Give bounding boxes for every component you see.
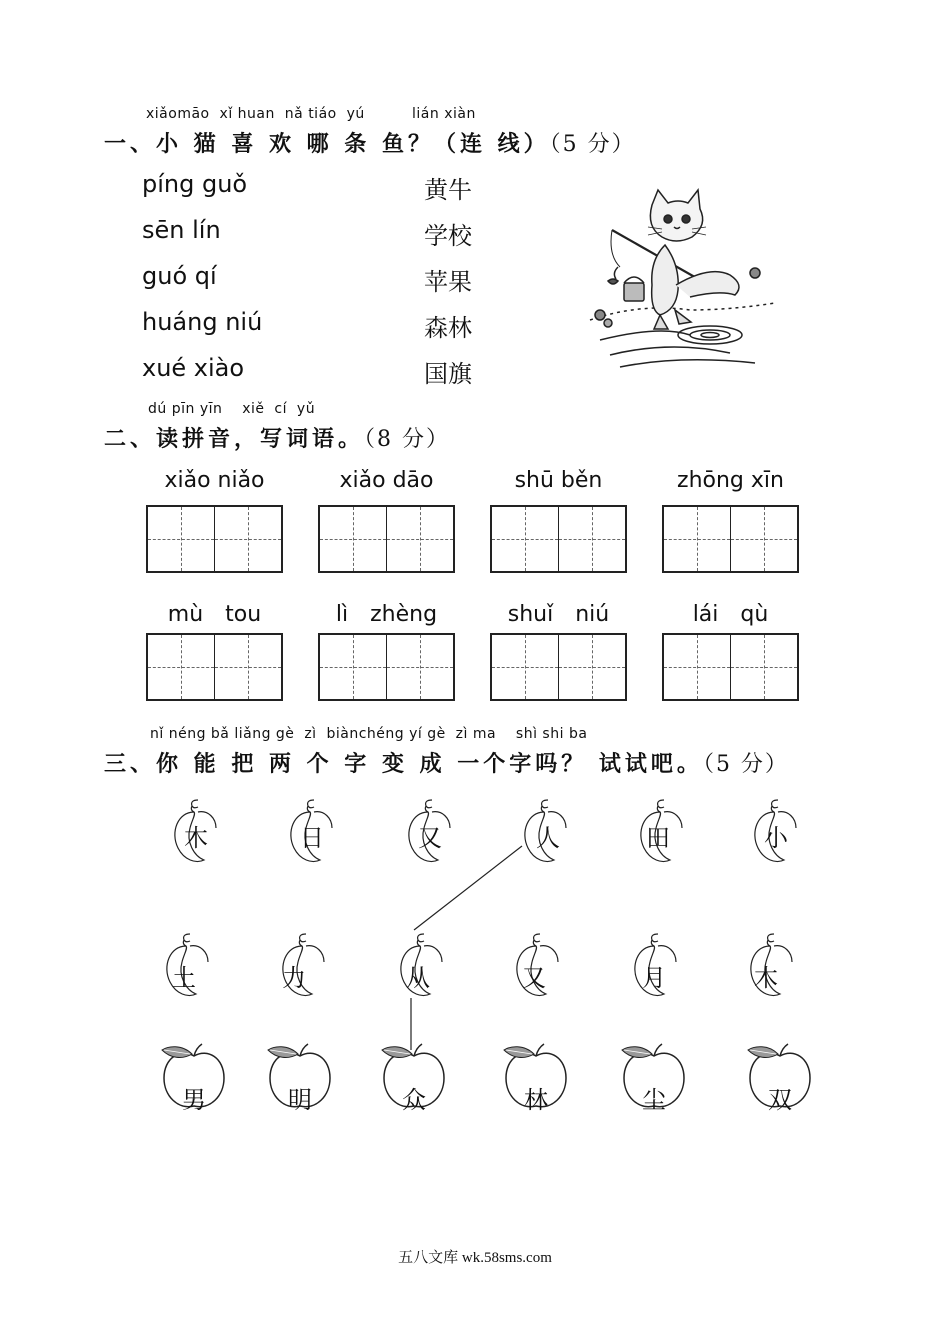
list-item[interactable]: huáng niú [142, 308, 263, 336]
middle-char[interactable]: 木 [754, 964, 778, 992]
middle-char[interactable]: 土 [172, 964, 196, 992]
apple-char[interactable]: 尘 [642, 1086, 666, 1114]
apple-char[interactable]: 男 [182, 1086, 206, 1114]
top-char[interactable]: 田 [646, 824, 670, 852]
list-item[interactable]: 苹果 [424, 268, 472, 296]
apple-char[interactable]: 林 [524, 1086, 548, 1114]
middle-char[interactable]: 从 [406, 964, 430, 992]
section1-pinyin-connect: lián xiàn [412, 106, 476, 122]
section3-pinyin: nǐ néng bǎ liǎng gè zì biànchéng yí gè zì ma shì shi ba [150, 726, 588, 742]
top-char[interactable]: 人 [536, 824, 560, 852]
top-row-apple-icons [175, 800, 796, 862]
apple-char[interactable]: 众 [402, 1086, 426, 1114]
connection-line [414, 846, 522, 930]
list-item[interactable]: 黄牛 [424, 176, 472, 204]
word-pinyin: xiǎo niǎo [164, 468, 265, 493]
bottom-row-apple-icons [162, 1044, 810, 1107]
word-pinyin: shuǐ niú [507, 602, 610, 627]
list-item[interactable]: píng guǒ [142, 170, 248, 198]
word-pinyin: lì zhèng [335, 602, 438, 627]
list-item[interactable]: 学校 [424, 222, 472, 250]
list-item[interactable]: xué xiào [142, 354, 245, 382]
apple-char[interactable]: 双 [768, 1086, 792, 1114]
middle-char[interactable]: 月 [642, 964, 666, 992]
top-char[interactable]: 小 [764, 824, 788, 852]
middle-char[interactable]: 力 [282, 964, 306, 992]
word-pinyin: xiǎo dāo [339, 468, 434, 493]
middle-char[interactable]: 又 [522, 964, 546, 992]
section2-title: 二、读拼音，写词语。（8 分） [104, 426, 451, 452]
top-char[interactable]: 日 [300, 824, 324, 852]
section2-pinyin: dú pīn yīn xiě cí yǔ [148, 401, 316, 417]
list-item[interactable]: 国旗 [424, 360, 472, 388]
list-item[interactable]: guó qí [142, 262, 217, 290]
section1-pinyin: xiǎomāo xǐ huan nǎ tiáo yú [146, 106, 365, 122]
word-pinyin: mù tou [167, 602, 262, 627]
list-item[interactable]: 森林 [424, 314, 472, 342]
top-char[interactable]: 又 [418, 824, 442, 852]
section1-title: 一、小 猫 喜 欢 哪 条 鱼？（连 线）（5 分） [104, 131, 636, 157]
word-pinyin: shū běn [514, 468, 603, 493]
section3-title: 三、你 能 把 两 个 字 变 成 一个字吗？ 试试吧。（5 分） [104, 751, 789, 777]
footer-watermark: 五八文库 wk.58sms.com [398, 1250, 552, 1266]
top-char[interactable]: 木 [184, 824, 208, 852]
word-pinyin: zhōng xīn [677, 468, 784, 493]
word-pinyin: lái qù [692, 602, 769, 627]
middle-row-apple-icons [167, 934, 792, 996]
apple-char[interactable]: 明 [288, 1086, 312, 1114]
list-item[interactable]: sēn lín [142, 216, 221, 244]
